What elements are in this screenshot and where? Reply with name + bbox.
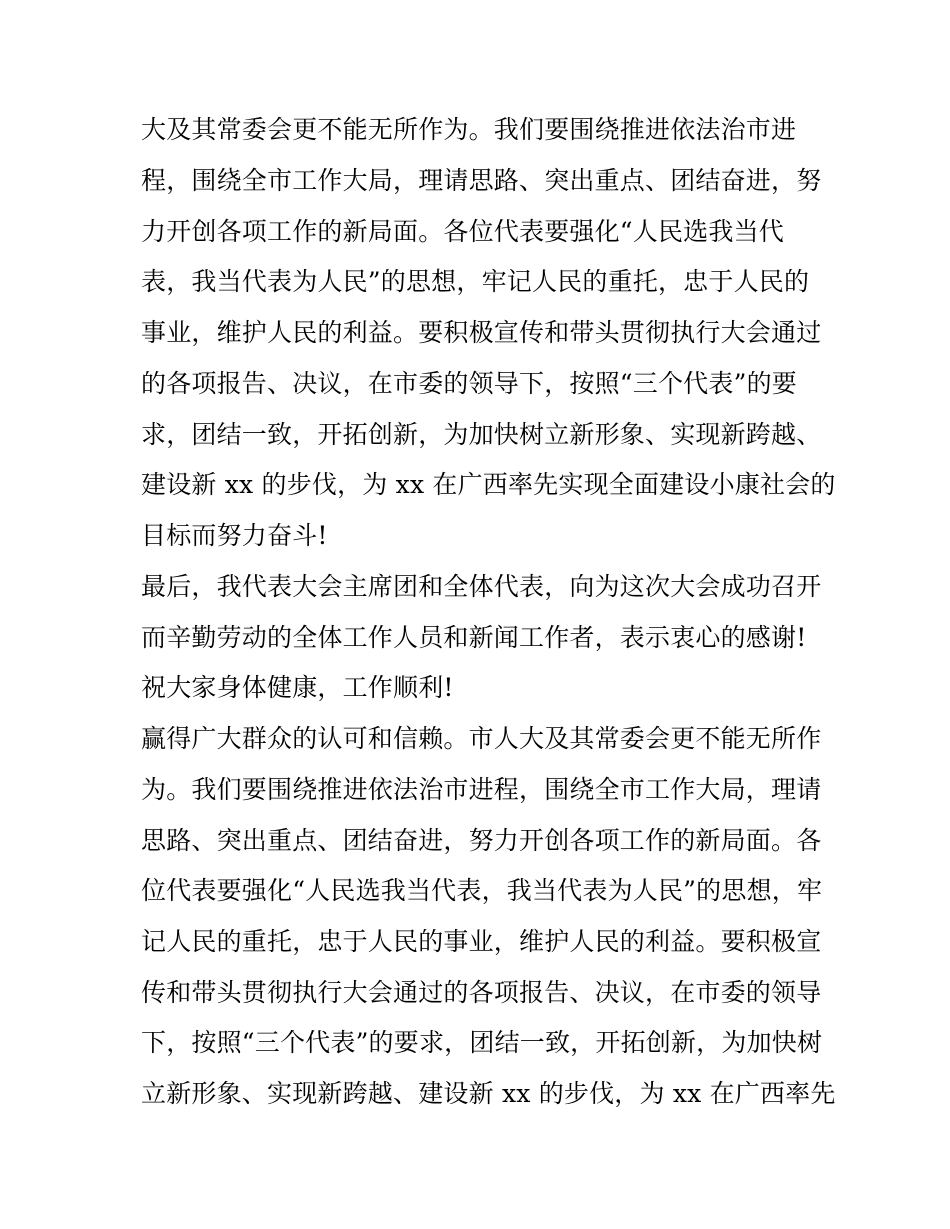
text-line: 最后，我代表大会主席团和全体代表，向为这次大会成功召开 <box>141 572 822 601</box>
text-line: 事业，维护人民的利益。要积极宣传和带头贯彻执行大会通过 <box>141 318 822 347</box>
text-line: 位代表要强化“人民选我当代表，我当代表为人民”的思想，牢 <box>141 876 823 905</box>
text-line: 程，围绕全市工作大局，理请思路、突出重点、团结奋进，努 <box>141 166 822 195</box>
text-line: 的各项报告、决议，在市委的领导下，按照“三个代表”的要 <box>141 369 797 398</box>
text-line: 表，我当代表为人民”的思想，牢记人民的重托，忠于人民的 <box>141 267 810 296</box>
text-line: 为。我们要围绕推进依法治市进程，围绕全市工作大局，理请 <box>141 775 822 804</box>
text-line: 目标而努力奋斗! <box>141 521 328 550</box>
text-line: 思路、突出重点、团结奋进，努力开创各项工作的新局面。各 <box>141 826 822 855</box>
text-line: 祝大家身体健康，工作顺利! <box>141 673 454 702</box>
text-line: 赢得广大群众的认可和信赖。市人大及其常委会更不能无所作 <box>141 724 822 753</box>
text-line: 求，团结一致，开拓创新，为加快树立新形象、实现新跨越、 <box>141 420 822 449</box>
text-line: 下，按照“三个代表”的要求，团结一致，开拓创新，为加快树 <box>141 1028 823 1057</box>
text-line: 建设新 xx 的步伐，为 xx 在广西率先实现全面建设小康社会的 <box>141 470 836 499</box>
text-line: 大及其常委会更不能无所作为。我们要围绕推进依法治市进 <box>141 115 797 144</box>
text-line: 力开创各项工作的新局面。各位代表要强化“人民选我当代 <box>141 217 784 246</box>
text-line: 立新形象、实现新跨越、建设新 xx 的步伐，为 xx 在广西率先 <box>141 1079 836 1108</box>
text-line: 传和带头贯彻执行大会通过的各项报告、决议，在市委的领导 <box>141 978 822 1007</box>
text-line: 记人民的重托，忠于人民的事业，维护人民的利益。要积极宣 <box>141 927 822 956</box>
text-line: 而辛勤劳动的全体工作人员和新闻工作者，表示衷心的感谢! <box>141 623 807 652</box>
